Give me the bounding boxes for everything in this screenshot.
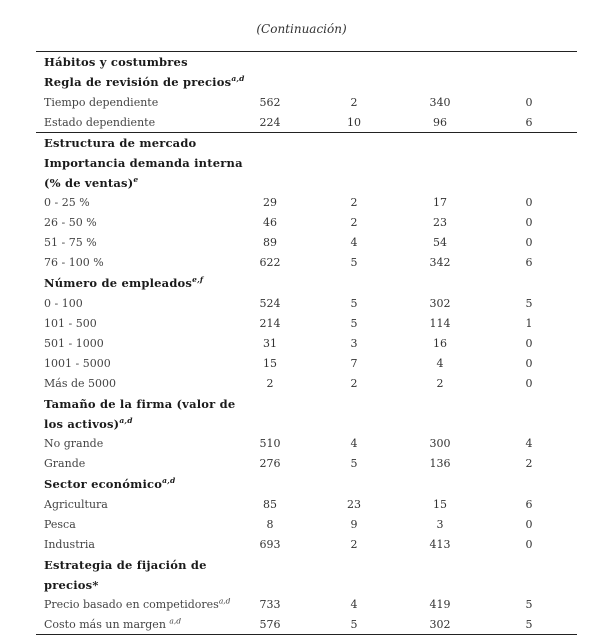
table-row [0,233,603,253]
section-heading-estrategia [0,555,603,575]
cell: 5 [350,317,358,330]
cell: 0 [525,518,533,531]
table-row [0,193,603,213]
table-row [0,93,603,113]
table-row [0,113,603,133]
cell: 6 [525,498,533,511]
cell: 302 [429,618,451,631]
table-row [0,454,603,474]
cell: 3 [436,518,444,531]
cell: 5 [525,297,533,310]
section-title: Estrategia de fijación de [44,558,207,572]
section-heading-importancia [0,153,603,173]
table-row [0,294,603,314]
table-row [0,595,603,615]
cell: 29 [263,196,277,209]
section-heading-tamano-cont [0,414,603,434]
cell: 413 [429,538,451,551]
row-label: 101 - 500 [44,317,97,330]
row-label: 501 - 1000 [44,337,104,350]
cell: 4 [525,437,533,450]
cell: 8 [266,518,274,531]
cell: 2 [350,377,358,390]
cell: 562 [259,96,281,109]
section-heading-sector [0,474,603,494]
table-row [0,354,603,374]
cell: 0 [525,538,533,551]
table-row [0,374,603,394]
cell: 2 [525,457,533,470]
cell: 419 [429,598,451,611]
cell: 4 [350,437,358,450]
row-label: Costo más un margen $^{a,d}$ [44,616,182,631]
cell: 342 [429,256,451,269]
section-heading-importancia-cont [0,173,603,193]
cell: 136 [429,457,451,470]
cell: 96 [433,116,447,129]
section-title: Número de empleados$^{e,f}$ [44,275,204,290]
cell: 23 [347,498,361,511]
cell: 5 [350,457,358,470]
cell: 0 [525,236,533,249]
cell: 1 [525,317,533,330]
table-row [0,253,603,273]
cell: 2 [350,216,358,229]
row-label: 1001 - 5000 [44,357,111,370]
cell: 54 [433,236,447,249]
cell: 214 [259,317,281,330]
row-label: Industria [44,538,95,551]
cell: 224 [259,116,281,129]
cell: 114 [429,317,451,330]
cell: 15 [263,357,277,370]
cell: 0 [525,377,533,390]
table-row [0,535,603,555]
cell: 2 [266,377,274,390]
row-label: Tiempo dependiente [44,96,159,109]
section-title: Regla de revisión de precios$^{a,d}$ [44,74,245,89]
row-label: Agricultura [44,498,108,511]
cell: 17 [433,196,447,209]
section-heading-tamano [0,394,603,414]
section-title: precios* [44,578,99,592]
cell: 2 [350,538,358,551]
cell: 0 [525,357,533,370]
row-label: Más de 5000 [44,377,117,390]
section-title: Hábitos y costumbres [44,55,188,69]
cell: 6 [525,256,533,269]
cell: 9 [350,518,358,531]
row-label: 26 - 50 % [44,216,97,229]
cell: 5 [350,256,358,269]
cell: 0 [525,96,533,109]
section-title: Tamaño de la firma (valor de [44,397,236,411]
cell: 10 [347,116,361,129]
row-label: 0 - 100 [44,297,83,310]
section-title: (% de ventas)$^e$ [44,175,139,190]
cell: 16 [433,337,447,350]
section-heading-estrategia-cont [0,575,603,595]
cell: 0 [525,216,533,229]
cell: 4 [436,357,444,370]
cell: 5 [525,618,533,631]
row-label: 0 - 25 % [44,196,90,209]
cell: 276 [259,457,281,470]
cell: 622 [259,256,281,269]
table-row [0,434,603,454]
cell: 46 [263,216,277,229]
row-label: Estado dependiente [44,116,156,129]
row-label: 51 - 75 % [44,236,97,249]
table-row [0,334,603,354]
cell: 23 [433,216,447,229]
cell: 733 [259,598,281,611]
cell: 576 [259,618,281,631]
bottom-rule [36,634,577,635]
section-heading-estructura [0,133,603,153]
section-title: Importancia demanda interna [44,156,243,170]
cell: 510 [259,437,281,450]
cell: 5 [525,598,533,611]
table-row [0,615,603,635]
cell: 2 [436,377,444,390]
cell: 4 [350,236,358,249]
table-row [0,213,603,233]
cell: 302 [429,297,451,310]
cell: 0 [525,337,533,350]
cell: 31 [263,337,277,350]
section-heading-regla [0,72,603,92]
table-caption: (Continuación) [256,22,347,36]
cell: 7 [350,357,358,370]
cell: 5 [350,297,358,310]
row-label: No grande [44,437,104,450]
table-row [0,515,603,535]
cell: 340 [429,96,451,109]
table-row [0,314,603,334]
section-heading-empleados [0,273,603,293]
cell: 85 [263,498,277,511]
section-title: Estructura de mercado [44,136,197,150]
row-label: Precio basado en competidores$^{a,d}$ [44,596,231,611]
section-heading-habitos [0,52,603,72]
section-title: los activos)$^{a,d}$ [44,416,133,431]
cell: 15 [433,498,447,511]
cell: 2 [350,96,358,109]
row-label: Grande [44,457,86,470]
table-row [0,495,603,515]
cell: 0 [525,196,533,209]
cell: 4 [350,598,358,611]
row-label: Pesca [44,518,76,531]
cell: 300 [429,437,451,450]
cell: 2 [350,196,358,209]
cell: 5 [350,618,358,631]
cell: 3 [350,337,358,350]
cell: 89 [263,236,277,249]
cell: 524 [259,297,281,310]
cell: 693 [259,538,281,551]
row-label: 76 - 100 % [44,256,104,269]
cell: 6 [525,116,533,129]
section-title: Sector económico$^{a,d}$ [44,476,176,491]
